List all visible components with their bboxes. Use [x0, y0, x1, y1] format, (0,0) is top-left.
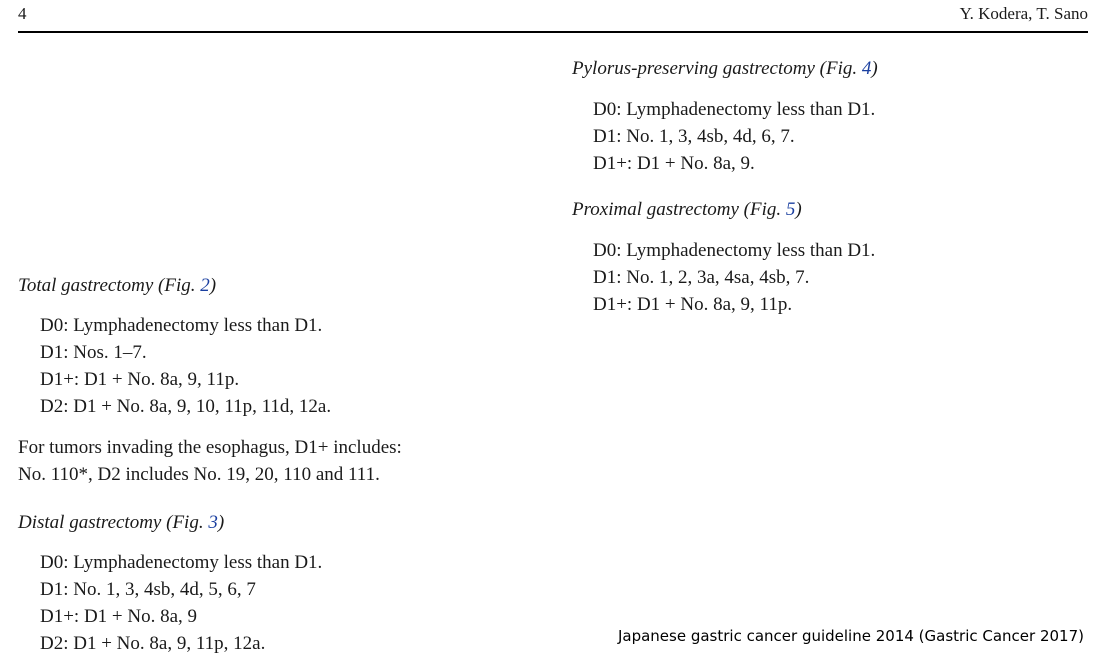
distal-item-d1-plus: D1+: D1 + No. 8a, 9 — [40, 606, 198, 627]
total-note-line-1: For tumors invading the esophagus, D1+ includes: — [18, 437, 402, 458]
total-item-d2: D2: D1 + No. 8a, 9, 10, 11p, 11d, 12a. — [40, 396, 332, 417]
section-title-text: Pylorus-preserving gastrectomy (Fig. — [572, 58, 862, 79]
section-title-close: ) — [795, 199, 802, 220]
total-item-d0: D0: Lymphadenectomy less than D1. — [40, 315, 323, 336]
proximal-item-d1-plus: D1+: D1 + No. 8a, 9, 11p. — [593, 294, 793, 315]
section-title-distal — [18, 512, 224, 534]
total-note-line-2: No. 110*, D2 includes No. 19, 20, 110 and 111. — [18, 464, 380, 485]
section-title-text: Distal gastrectomy (Fig. — [18, 512, 209, 533]
running-head-authors: Y. Kodera, T. Sano — [959, 4, 1088, 23]
total-item-d1-plus: D1+: D1 + No. 8a, 9, 11p. — [40, 369, 240, 390]
source-credit: Japanese gastric cancer guideline 2014 (Gastric Cancer 2017) — [617, 627, 1084, 645]
header-rule — [18, 31, 1088, 33]
figure-link-5[interactable]: 5 — [785, 199, 796, 220]
section-title-text: Total gastrectomy (Fig. — [18, 275, 201, 296]
distal-item-d1: D1: No. 1, 3, 4sb, 4d, 5, 6, 7 — [40, 579, 256, 600]
section-title-close: ) — [871, 58, 878, 79]
proximal-item-d0: D0: Lymphadenectomy less than D1. — [593, 240, 876, 261]
pylorus-item-d0: D0: Lymphadenectomy less than D1. — [593, 99, 876, 120]
figure-link-2[interactable]: 2 — [200, 275, 210, 296]
section-title-proximal — [572, 199, 802, 221]
proximal-item-d1: D1: No. 1, 2, 3a, 4sa, 4sb, 7. — [593, 267, 810, 288]
section-title-close: ) — [217, 512, 225, 533]
pylorus-item-d1: D1: No. 1, 3, 4sb, 4d, 6, 7. — [593, 126, 795, 147]
figure-link-4[interactable]: 4 — [861, 58, 872, 79]
distal-item-d2: D2: D1 + No. 8a, 9, 11p, 12a. — [40, 633, 266, 654]
section-title-text: Proximal gastrectomy (Fig. — [572, 199, 786, 220]
page-number: 4 — [18, 4, 27, 23]
total-item-d1: D1: Nos. 1–7. — [40, 342, 147, 363]
pylorus-item-d1-plus: D1+: D1 + No. 8a, 9. — [593, 153, 755, 174]
section-title-close: ) — [209, 275, 217, 296]
section-title-pylorus-preserving — [572, 58, 878, 80]
section-title-total — [18, 275, 216, 297]
figure-link-3[interactable]: 3 — [208, 512, 218, 533]
distal-item-d0: D0: Lymphadenectomy less than D1. — [40, 552, 323, 573]
